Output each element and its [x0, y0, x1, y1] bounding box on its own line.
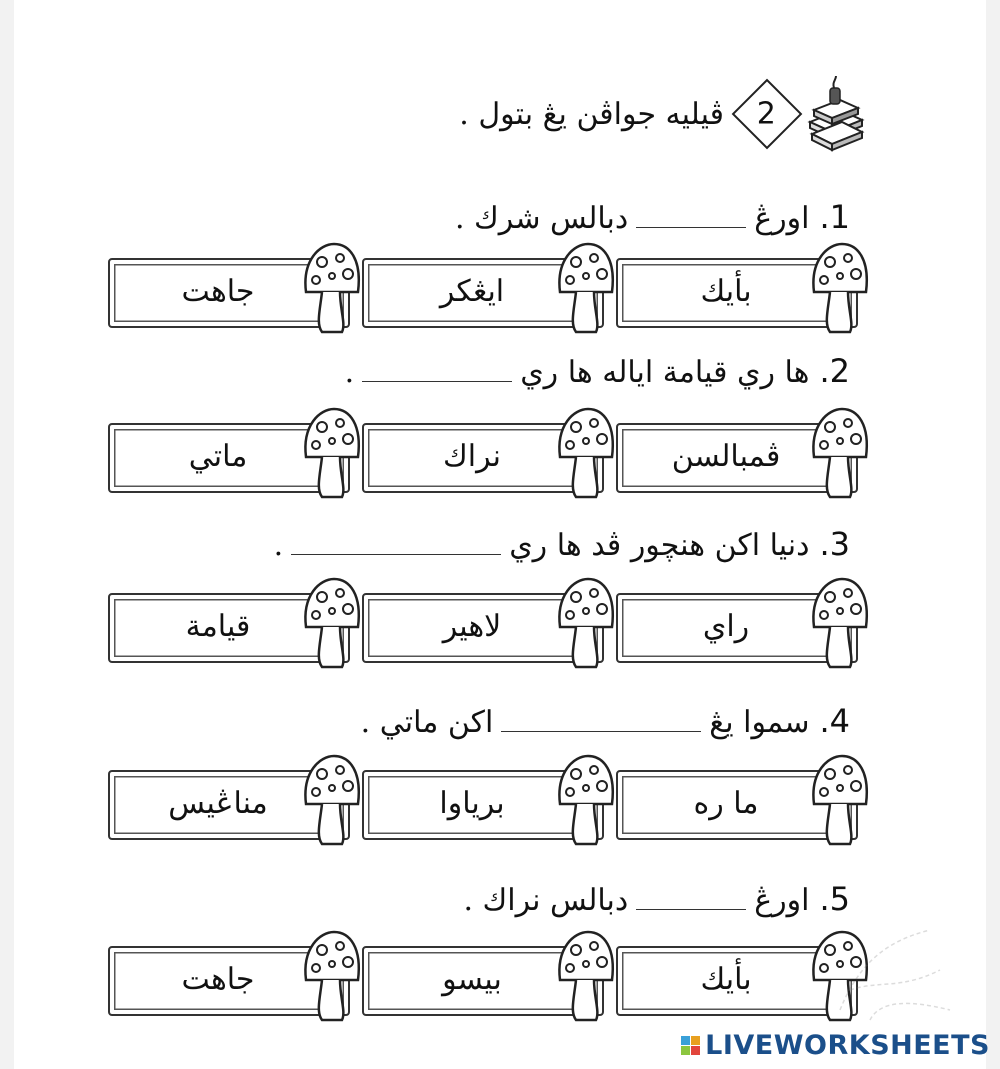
options-row-2 — [0, 405, 1000, 510]
option-5c[interactable] — [108, 928, 358, 1033]
mushroom-icon — [300, 752, 364, 848]
exercise-header — [459, 78, 870, 150]
mushroom-icon — [554, 575, 618, 671]
logo-text: LIVEWORKSHEETS — [705, 1030, 990, 1061]
option-3c[interactable] — [108, 575, 358, 680]
option-label: جاهت — [181, 961, 255, 997]
mushroom-icon — [808, 575, 872, 671]
option-label: ماتي — [188, 438, 248, 474]
question-text-before: ها ري قيامة اياله ها ري — [520, 355, 810, 390]
answer-blank[interactable] — [501, 731, 701, 732]
mushroom-icon — [808, 752, 872, 848]
option-4c[interactable] — [108, 752, 358, 857]
question-text-before: سموا يڠ — [709, 705, 810, 740]
logo-icon — [681, 1036, 700, 1055]
mushroom-icon — [300, 928, 364, 1024]
answer-blank[interactable] — [636, 909, 746, 910]
mushroom-icon — [554, 752, 618, 848]
logo-square — [691, 1046, 700, 1055]
option-label: مناڠيس — [168, 785, 268, 821]
exercise-number: 2 — [757, 96, 777, 132]
question-text-after: . — [273, 528, 284, 563]
options-row-4 — [0, 752, 1000, 857]
calligraphy-watermark — [820, 900, 960, 1040]
question-1 — [455, 198, 850, 236]
question-number: 4. — [819, 702, 850, 740]
options-row-1 — [0, 240, 1000, 345]
option-4b[interactable] — [362, 752, 612, 857]
option-label: لاهير — [442, 608, 502, 644]
option-3a[interactable] — [616, 575, 866, 680]
exercise-number-badge — [732, 79, 803, 150]
question-number: 5. — [819, 880, 850, 918]
options-row-3 — [0, 575, 1000, 680]
mushroom-icon — [554, 405, 618, 501]
option-2c[interactable] — [108, 405, 358, 510]
option-2a[interactable] — [616, 405, 866, 510]
option-label: نراك — [443, 438, 501, 474]
logo-square — [681, 1046, 690, 1055]
option-1a[interactable] — [616, 240, 866, 345]
mushroom-icon — [808, 240, 872, 336]
question-text-before: اورڠ — [754, 883, 810, 918]
question-number: 1. — [819, 198, 850, 236]
option-5b[interactable] — [362, 928, 612, 1033]
option-4a[interactable] — [616, 752, 866, 857]
books-icon — [800, 74, 870, 154]
option-2b[interactable] — [362, 405, 612, 510]
answer-blank[interactable] — [291, 554, 501, 555]
mushroom-icon — [554, 928, 618, 1024]
liveworksheets-logo — [681, 1030, 990, 1061]
question-text-after: دبالس نراك . — [463, 883, 629, 918]
option-label: برياوا — [439, 785, 505, 821]
option-label: جاهت — [181, 273, 255, 309]
mushroom-icon — [300, 240, 364, 336]
mushroom-icon — [300, 575, 364, 671]
mushroom-icon — [554, 240, 618, 336]
option-3b[interactable] — [362, 575, 612, 680]
option-label: ما ره — [693, 785, 759, 821]
option-label: ايڠكر — [439, 273, 505, 309]
question-number: 3. — [819, 525, 850, 563]
option-1c[interactable] — [108, 240, 358, 345]
logo-square — [691, 1036, 700, 1045]
exercise-title: ڤيليه جواڤن يڠ بتول . — [459, 96, 724, 132]
question-2 — [345, 352, 850, 390]
option-label: بيسو — [442, 961, 502, 997]
option-label: راي — [702, 608, 750, 644]
option-label: قيامة — [185, 608, 251, 644]
question-3 — [274, 525, 850, 563]
question-5 — [463, 880, 850, 918]
question-number: 2. — [819, 352, 850, 390]
mushroom-icon — [300, 405, 364, 501]
question-text-before: اورڠ — [754, 201, 810, 236]
option-1b[interactable] — [362, 240, 612, 345]
answer-blank[interactable] — [362, 381, 512, 382]
logo-square — [681, 1036, 690, 1045]
question-text-after: . — [344, 355, 355, 390]
option-label: ڤمبالسن — [671, 438, 781, 474]
option-label: بأيك — [700, 961, 752, 997]
answer-blank[interactable] — [636, 227, 746, 228]
question-text-after: دبالس شرك . — [454, 201, 629, 236]
option-label: بأيك — [700, 273, 752, 309]
question-text-after: اكن ماتي . — [360, 705, 494, 740]
question-text-before: دنيا اكن هنچور ڤد ها ري — [509, 528, 810, 563]
question-4 — [361, 702, 850, 740]
mushroom-icon — [808, 405, 872, 501]
